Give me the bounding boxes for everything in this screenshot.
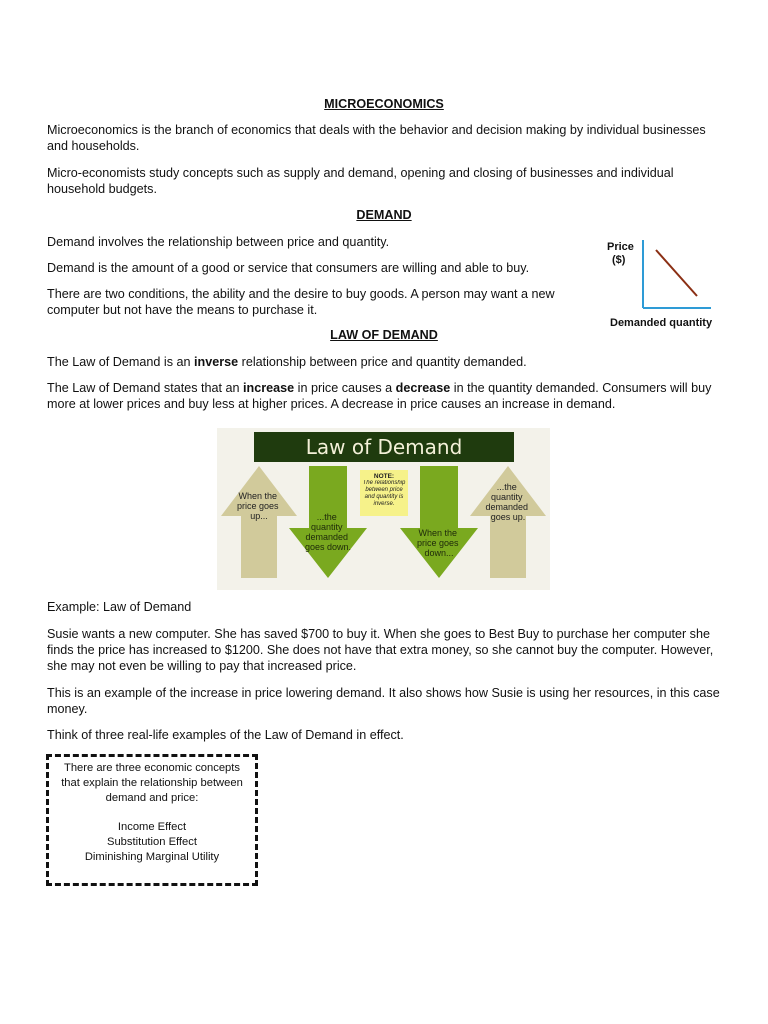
text-fragment: relationship between price and quantity demanded. [238, 355, 527, 369]
economic-concepts-box [46, 754, 258, 886]
concept-item: Income Effect [117, 821, 187, 833]
arrow3-line: down... [424, 548, 454, 558]
law-of-demand-illustration [217, 428, 550, 590]
concept-item: Substitution Effect [107, 836, 197, 848]
text-fragment: in price causes a [294, 381, 396, 395]
graph-quantity-label: Demanded quantity [610, 317, 713, 329]
paragraph-demand-relationship: Demand involves the relationship between price and quantity. [47, 235, 390, 249]
arrow4-line: quantity [490, 492, 523, 502]
arrow2-line: goes down. [304, 542, 352, 552]
paragraph-micro-definition: Microeconomics is the branch of economics that deals with the behavior and decision making by individual businesses and households. [47, 123, 706, 153]
paragraph-law-statement [47, 380, 727, 412]
graph-price-unit: ($) [612, 254, 626, 266]
concept-item: Diminishing Marginal Utility [84, 851, 220, 863]
text-fragment: The Law of Demand states that an [47, 381, 244, 395]
arrow4-line: ...the [496, 482, 517, 492]
arrow1-line: up... [250, 511, 268, 521]
arrow1-line: When the [238, 491, 278, 501]
paragraph-think-prompt: Think of three real-life examples of the Law of Demand in effect. [47, 728, 404, 742]
emphasis-increase: increase [243, 381, 295, 395]
arrow4-line: demanded [485, 502, 529, 512]
paragraph-micro-concepts: Micro-economists study concepts such as supply and demand, opening and closing of businesses and individual household budgets. [47, 166, 674, 196]
arrow1-line: price goes [236, 501, 279, 511]
note-label: NOTE: [373, 473, 395, 480]
paragraph-demand-definition: Demand is the amount of a good or service that consumers are willing and able to buy. [47, 261, 530, 275]
emphasis-inverse: inverse [194, 355, 239, 369]
concepts-intro: There are three economic concepts that explain the relationship between demand and price: [61, 762, 243, 804]
emphasis-decrease: decrease [395, 381, 451, 395]
example-title: Example: Law of Demand [47, 600, 192, 614]
paragraph-law-inverse [47, 354, 727, 370]
arrow4-line: goes up. [490, 512, 526, 522]
note-body: The relationship between price and quantity is inverse. [362, 480, 406, 507]
paragraph-example-explanation: This is an example of the increase in price lowering demand. It also shows how Susie is using her resources, in this case money. [47, 686, 720, 716]
arrow3-line: price goes [416, 538, 459, 548]
heading-microeconomics: MICROECONOMICS [324, 97, 444, 111]
paragraph-example-susie: Susie wants a new computer. She has saved $700 to buy it. When she goes to Best Buy to purchase her computer she finds the price has increased to $1200. She does not have that extra money, so she cannot buy the computer. However, she may not even be willing to pay that increased price. [47, 627, 714, 673]
heading-law-of-demand: LAW OF DEMAND [330, 328, 438, 342]
graph-price-label: Price [607, 241, 634, 253]
paragraph-demand-conditions: There are two conditions, the ability and the desire to buy goods. A person may want a new computer but not have the means to purchase it. [47, 287, 555, 317]
banner-title: Law of Demand [305, 435, 463, 459]
text-fragment: in the quantity demanded. Consumers will buy more at lower prices and buy less at higher prices. A decrease in price causes an increase in demand. [47, 381, 712, 411]
text-fragment: The Law of Demand is an [47, 355, 195, 369]
graph-demand-line [656, 250, 697, 296]
note-text [374, 473, 394, 480]
arrow2-line: ...the [316, 512, 337, 522]
arrow2-line: demanded [305, 532, 349, 542]
heading-demand: DEMAND [356, 208, 412, 222]
arrow2-line: quantity [310, 522, 343, 532]
demand-curve-figure [600, 235, 730, 335]
concepts-list [49, 820, 255, 865]
arrow3-line: When the [418, 528, 458, 538]
